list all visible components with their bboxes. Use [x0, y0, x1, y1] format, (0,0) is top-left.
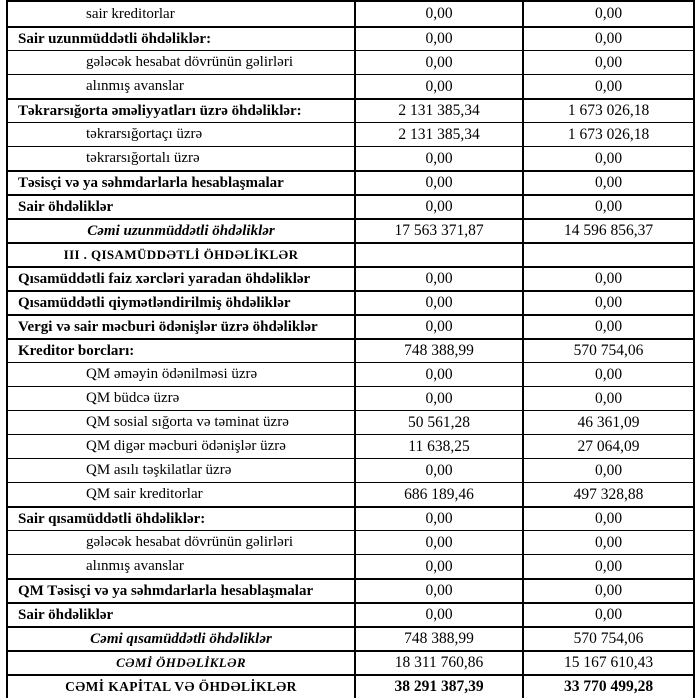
value-current-period: 0,00	[356, 604, 524, 626]
value-current-period: 0,00	[356, 555, 524, 578]
table-row	[8, 386, 693, 410]
row-label: QM asılı təşkilatlar üzrə	[8, 459, 356, 482]
table-row	[8, 650, 693, 674]
row-label: Kreditor borcları:	[8, 340, 356, 362]
value-previous-period: 0,00	[594, 270, 623, 287]
value-previous-period: 0,00	[594, 77, 623, 95]
value-previous-period: 1 673 026,18	[567, 125, 650, 143]
table-row	[8, 218, 693, 242]
value-current-period: 748 388,99	[356, 628, 524, 650]
table-row	[8, 530, 693, 554]
table-row	[8, 122, 693, 146]
value-current-period: 0,00	[356, 292, 524, 314]
value-previous-period: 0,00	[594, 582, 623, 599]
value-previous-period: 0,00	[594, 557, 623, 575]
value-previous-period: 0,00	[594, 365, 623, 383]
row-label: sair kreditorlar	[8, 2, 356, 26]
value-previous-period: 0,00	[594, 461, 623, 479]
value-previous-period: 0,00	[594, 149, 623, 167]
table-row	[8, 146, 693, 170]
value-current-period	[356, 244, 524, 266]
row-label: Sair uzunmüddətli öhdəliklər:	[8, 28, 356, 50]
value-current-period: 0,00	[356, 28, 524, 50]
value-previous-period: 570 754,06	[573, 342, 644, 359]
table-row	[8, 194, 693, 218]
value-current-period: 0,00	[356, 2, 524, 26]
value-current-period: 0,00	[356, 75, 524, 98]
row-label: Təsisçi və ya səhmdarlarla hesablaşmalar	[8, 172, 356, 194]
table-row	[8, 578, 693, 602]
table-row	[8, 554, 693, 578]
liabilities-table	[6, 0, 695, 698]
table-row	[8, 170, 693, 194]
value-previous-period: 15 167 610,43	[563, 654, 654, 671]
value-previous-period: 497 328,88	[573, 485, 644, 503]
row-label: Təkrarsığorta əməliyyatları üzrə öhdəliklər:	[8, 100, 356, 122]
row-label: Sair qısamüddətli öhdəliklər:	[8, 508, 356, 530]
row-label: QM digər məcburi ödənişlər üzrə	[8, 435, 356, 458]
row-label: QM Təsisçi və ya səhmdarlarla hesablaşmalar	[8, 580, 356, 602]
table-row	[8, 626, 693, 650]
value-previous-period: 27 064,09	[577, 437, 640, 455]
value-current-period: 0,00	[356, 387, 524, 410]
table-row	[8, 410, 693, 434]
row-label: III . QISAMÜDDƏTLİ ÖHDƏLİKLƏR	[8, 244, 356, 266]
value-previous-period: 0,00	[594, 533, 623, 551]
table-row	[8, 74, 693, 98]
table-row	[8, 314, 693, 338]
value-previous-period	[524, 244, 693, 266]
value-current-period: 18 311 760,86	[356, 652, 524, 674]
table-row	[8, 242, 693, 266]
row-label: Cəmi qısamüddətli öhdəliklər	[8, 628, 356, 650]
value-current-period: 0,00	[356, 531, 524, 554]
value-previous-period: 14 596 856,37	[563, 222, 654, 239]
row-label: CƏMİ KAPİTAL VƏ ÖHDƏLİKLƏR	[8, 676, 356, 698]
value-current-period: 17 563 371,87	[356, 220, 524, 242]
value-current-period: 0,00	[356, 580, 524, 602]
table-row	[8, 266, 693, 290]
row-label: təkrarsığortaçı üzrə	[8, 123, 356, 146]
row-label: CƏMİ ÖHDƏLİKLƏR	[8, 652, 356, 674]
table-row	[8, 506, 693, 530]
value-current-period: 0,00	[356, 508, 524, 530]
row-label: alınmış avanslar	[8, 555, 356, 578]
value-previous-period: 0,00	[594, 606, 623, 623]
table-row	[8, 26, 693, 50]
value-previous-period: 0,00	[594, 5, 623, 22]
value-current-period: 2 131 385,34	[356, 100, 524, 122]
row-label: QM sair kreditorlar	[8, 483, 356, 506]
table-row	[8, 50, 693, 74]
value-current-period: 0,00	[356, 172, 524, 194]
value-current-period: 0,00	[356, 363, 524, 386]
row-label: Sair öhdəliklər	[8, 604, 356, 626]
table-row	[8, 482, 693, 506]
table-row	[8, 434, 693, 458]
table-row	[8, 338, 693, 362]
table-row	[8, 98, 693, 122]
value-previous-period: 0,00	[594, 53, 623, 71]
value-previous-period: 570 754,06	[573, 630, 644, 647]
row-label: QM sosial sığorta və təminat üzrə	[8, 411, 356, 434]
value-current-period: 748 388,99	[356, 340, 524, 362]
value-current-period: 50 561,28	[356, 411, 524, 434]
value-previous-period: 33 770 499,28	[563, 678, 654, 695]
value-current-period: 11 638,25	[356, 435, 524, 458]
row-label: QM büdcə üzrə	[8, 387, 356, 410]
table-row	[8, 2, 693, 26]
value-previous-period: 1 673 026,18	[567, 102, 650, 119]
value-current-period: 0,00	[356, 196, 524, 218]
value-previous-period: 0,00	[594, 174, 623, 191]
row-label: Cəmi uzunmüddətli öhdəliklər	[8, 220, 356, 242]
row-label: gələcək hesabat dövrünün gəlirləri	[8, 531, 356, 554]
table-row	[8, 362, 693, 386]
table-row	[8, 602, 693, 626]
value-current-period: 2 131 385,34	[356, 123, 524, 146]
value-current-period: 0,00	[356, 268, 524, 290]
value-current-period: 0,00	[356, 459, 524, 482]
row-label: Vergi və sair məcburi ödənişlər üzrə öhdəliklər	[8, 316, 356, 338]
row-label: Qısamüddətli faiz xərcləri yaradan öhdəliklər	[8, 268, 356, 290]
value-current-period: 0,00	[356, 147, 524, 170]
value-previous-period: 0,00	[594, 318, 623, 335]
value-current-period: 0,00	[356, 51, 524, 74]
value-previous-period: 46 361,09	[577, 413, 640, 431]
row-label: QM əməyin ödənilməsi üzrə	[8, 363, 356, 386]
table-row	[8, 674, 693, 698]
value-current-period: 38 291 387,39	[356, 676, 524, 698]
row-label: gələcək hesabat dövrünün gəlirləri	[8, 51, 356, 74]
row-label: Sair öhdəliklər	[8, 196, 356, 218]
value-previous-period: 0,00	[594, 294, 623, 311]
value-previous-period: 0,00	[594, 30, 623, 47]
value-previous-period: 0,00	[594, 198, 623, 215]
table-row	[8, 290, 693, 314]
row-label: təkrarsığortalı üzrə	[8, 147, 356, 170]
table-row	[8, 458, 693, 482]
row-label: alınmış avanslar	[8, 75, 356, 98]
value-current-period: 0,00	[356, 316, 524, 338]
row-label: Qısamüddətli qiymətləndirilmiş öhdəliklər	[8, 292, 356, 314]
value-current-period: 686 189,46	[356, 483, 524, 506]
value-previous-period: 0,00	[594, 389, 623, 407]
value-previous-period: 0,00	[594, 510, 623, 527]
